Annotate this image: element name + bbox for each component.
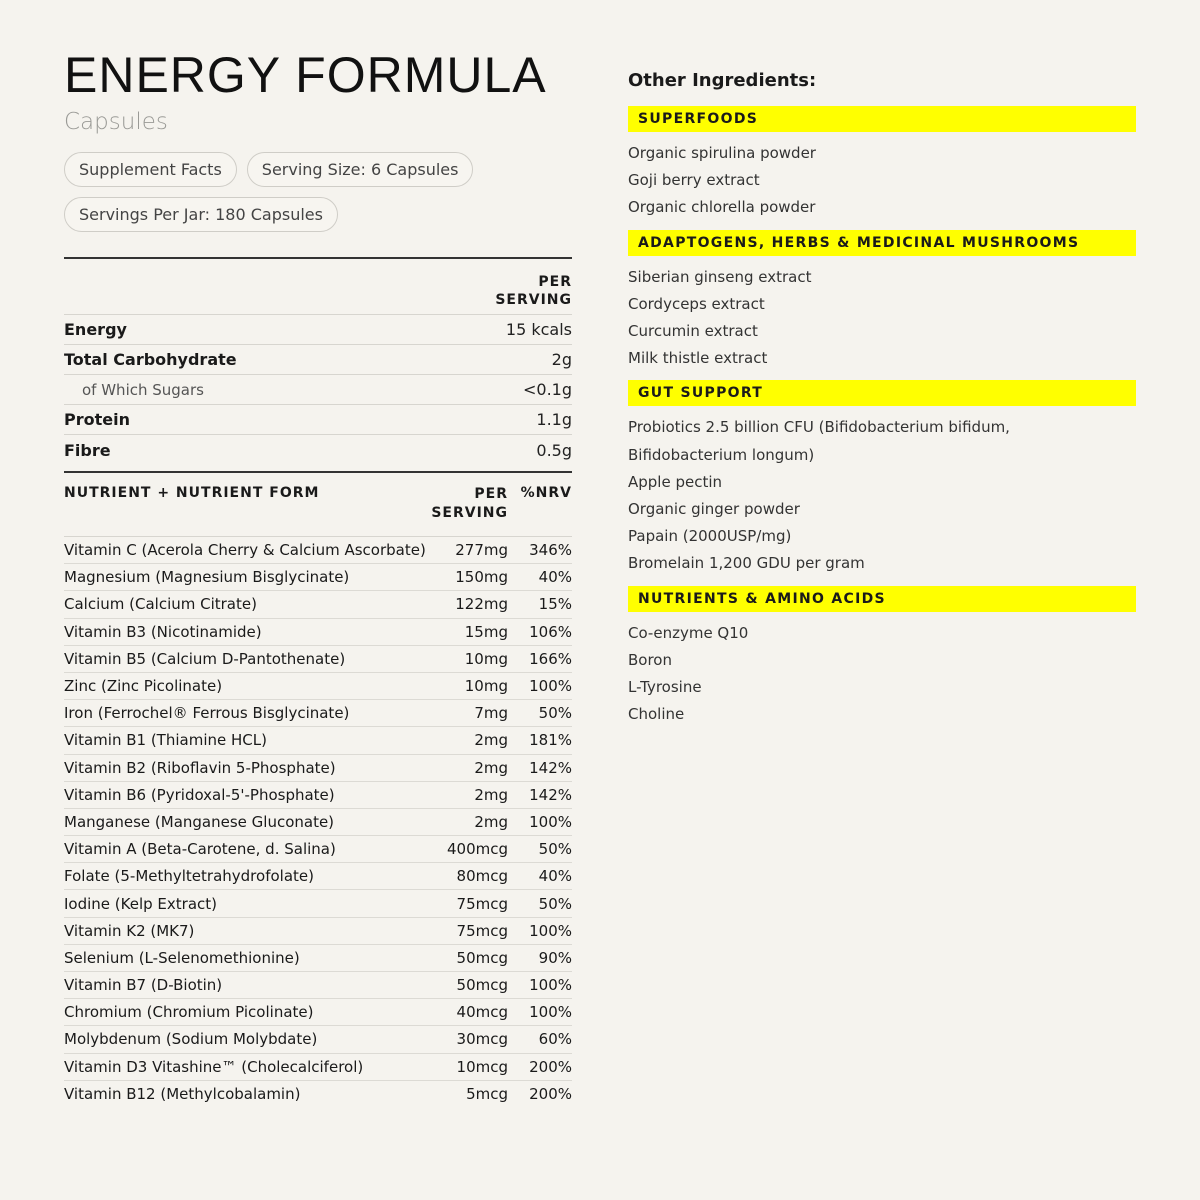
nutrient-amount: 2mg [474,758,508,777]
nutrient-name: Vitamin B12 (Methylcobalamin) [64,1085,301,1104]
nutrient-name: Selenium (L-Selenomethionine) [64,948,300,967]
macro-table [64,257,572,465]
nutrient-amount: 50mcg [456,976,508,995]
nutrient-nrv: 90% [538,948,572,967]
nutrient-nrv: 100% [529,1003,572,1022]
ingredient-category [628,106,1136,222]
nutrient-row [64,673,572,700]
nutrient-row [64,945,572,972]
nutrient-row [64,700,572,727]
nutrient-nrv: 166% [529,649,572,668]
nutrient-row [64,727,572,754]
nutrient-nrv: 60% [538,1030,572,1049]
nutrient-header-nrv: %NRV [520,485,572,501]
ingredient-categories [628,106,1136,728]
nutrient-name: Iodine (Kelp Extract) [64,894,217,913]
nutrient-nrv: 100% [529,812,572,831]
nutrient-amount: 50mcg [456,948,508,967]
nutrient-row [64,755,572,782]
macro-header [64,259,572,315]
nutrient-table [64,471,572,1108]
nutrient-amount: 277mg [455,541,508,560]
nutrient-nrv: 50% [538,840,572,859]
nutrient-amount: 15mg [464,622,508,641]
ingredient-item: Boron [628,650,672,669]
category-heading: GUT SUPPORT [628,380,1136,406]
category-heading: NUTRIENTS & AMINO ACIDS [628,586,1136,612]
ingredient-item: L-Tyrosine [628,678,702,697]
macro-row [64,375,572,405]
product-title: ENERGY FORMULA [64,47,547,103]
nutrient-nrv: 50% [538,894,572,913]
nutrient-row [64,1054,572,1081]
product-subtitle: Capsules [64,109,168,135]
nutrient-amount: 10mg [464,649,508,668]
nutrient-header-name: NUTRIENT + NUTRIENT FORM [64,485,320,501]
macro-row [64,405,572,435]
category-heading: ADAPTOGENS, HERBS & MEDICINAL MUSHROOMS [628,230,1136,256]
nutrient-nrv: 142% [529,785,572,804]
nutrient-name: Magnesium (Magnesium Bisglycinate) [64,568,350,587]
nutrient-nrv: 106% [529,622,572,641]
macro-row [64,435,572,465]
ingredient-item: Goji berry extract [628,171,760,190]
ingredient-category [628,586,1136,729]
nutrient-row [64,619,572,646]
macro-value: 0.5g [536,440,572,460]
nutrient-row [64,1026,572,1053]
nutrient-amount: 2mg [474,812,508,831]
nutrient-name: Calcium (Calcium Citrate) [64,595,257,614]
nutrient-nrv: 50% [538,704,572,723]
nutrient-nrv: 100% [529,976,572,995]
nutrient-row [64,863,572,890]
nutrient-header-per-serving [428,485,508,523]
ingredient-item: Co-enzyme Q10 [628,623,749,642]
nutrient-nrv: 142% [529,758,572,777]
ingredient-item: Organic chlorella powder [628,198,816,217]
header-line: PER [474,486,508,502]
macro-value: 15 kcals [505,320,572,339]
macro-label: Fibre [64,440,111,460]
nutrient-row [64,890,572,917]
ingredient-item: Organic ginger powder [628,500,800,519]
nutrient-name: Vitamin B3 (Nicotinamide) [64,622,262,641]
nutrient-name: Folate (5-Methyltetrahydrofolate) [64,867,314,886]
nutrient-nrv: 100% [529,921,572,940]
nutrient-amount: 10mg [464,677,508,696]
nutrient-amount: 30mcg [456,1030,508,1049]
nutrient-row [64,999,572,1026]
nutrient-name: Molybdenum (Sodium Molybdate) [64,1030,318,1049]
other-ingredients-title: Other Ingredients: [628,70,817,91]
nutrient-amount: 80mcg [456,867,508,886]
macro-label: of Which Sugars [82,380,204,399]
nutrient-name: Manganese (Manganese Gluconate) [64,812,335,831]
nutrient-amount: 2mg [474,731,508,750]
nutrient-amount: 122mg [455,595,508,614]
macro-row [64,345,572,375]
macro-value: 2g [551,350,572,369]
ingredient-item: Choline [628,705,685,724]
nutrient-name: Chromium (Chromium Picolinate) [64,1003,314,1022]
ingredient-item: Organic spirulina powder [628,144,816,162]
nutrient-name: Vitamin B1 (Thiamine HCL) [64,731,267,750]
ingredient-item: Bifidobacterium longum) [628,445,815,464]
nutrient-name: Vitamin D3 Vitashine™ (Cholecalciferol) [64,1057,364,1076]
nutrient-row [64,972,572,999]
nutrient-row [64,836,572,863]
macro-label: Energy [64,320,127,339]
nutrient-nrv: 346% [529,541,572,560]
header-line: SERVING [495,292,572,308]
nutrient-amount: 75mcg [456,894,508,913]
ingredient-category [628,380,1136,577]
nutrient-row [64,782,572,809]
macro-header-per-serving [495,273,572,309]
nutrient-row [64,564,572,591]
header-line: SERVING [431,505,508,521]
ingredient-item: Siberian ginseng extract [628,267,812,286]
category-heading: SUPERFOODS [628,106,1136,132]
nutrient-row [64,591,572,618]
nutrient-name: Vitamin B6 (Pyridoxal-5'-Phosphate) [64,785,335,804]
ingredient-category [628,230,1136,373]
nutrient-name: Vitamin K2 (MK7) [64,921,195,940]
nutrient-amount: 40mcg [456,1003,508,1022]
nutrient-nrv: 181% [529,731,572,750]
nutrient-nrv: 15% [538,595,572,614]
nutrient-nrv: 100% [529,677,572,696]
pill-serving-size: Serving Size: 6 Capsules [247,152,474,187]
nutrient-name: Vitamin B7 (D-Biotin) [64,976,223,995]
ingredient-item: Curcumin extract [628,322,758,341]
pill-supplement-facts: Supplement Facts [64,152,237,187]
nutrient-amount: 10mcg [456,1057,508,1076]
ingredient-item: Cordyceps extract [628,294,765,313]
other-ingredients-panel [628,70,1136,736]
nutrient-amount: 150mg [455,568,508,587]
nutrient-name: Iron (Ferrochel® Ferrous Bisglycinate) [64,704,350,723]
nutrient-amount: 2mg [474,785,508,804]
nutrient-row [64,537,572,564]
nutrient-name: Vitamin C (Acerola Cherry & Calcium Ascorbate) [64,541,426,560]
nutrient-row [64,646,572,673]
macro-row [64,315,572,345]
nutrient-name: Vitamin B2 (Riboflavin 5-Phosphate) [64,758,336,777]
nutrient-name: Vitamin A (Beta-Carotene, d. Salina) [64,840,336,859]
nutrient-nrv: 200% [529,1085,572,1104]
nutrient-amount: 75mcg [456,921,508,940]
nutrient-name: Zinc (Zinc Picolinate) [64,677,223,696]
macro-value: <0.1g [522,380,572,399]
nutrient-row [64,1081,572,1108]
nutrient-row [64,918,572,945]
nutrient-nrv: 40% [538,867,572,886]
nutrient-amount: 7mg [474,704,508,723]
ingredient-item: Bromelain 1,200 GDU per gram [628,554,865,573]
info-pills [64,152,504,232]
nutrient-amount: 400mcg [446,840,508,859]
pill-servings-per-jar: Servings Per Jar: 180 Capsules [64,197,338,232]
macro-label: Total Carbohydrate [64,350,237,369]
nutrient-rows [64,537,572,1108]
nutrient-header [64,473,572,537]
nutrient-row [64,809,572,836]
ingredient-item: Milk thistle extract [628,349,768,368]
macro-value: 1.1g [536,410,572,429]
nutrient-nrv: 200% [529,1057,572,1076]
supplement-facts-panel [64,48,572,1108]
header-line: PER [538,274,572,290]
macro-label: Protein [64,410,130,429]
ingredient-item: Probiotics 2.5 billion CFU (Bifidobacterium bifidum, [628,418,1010,437]
nutrient-name: Vitamin B5 (Calcium D-Pantothenate) [64,649,346,668]
ingredient-item: Papain (2000USP/mg) [628,527,792,546]
nutrient-amount: 5mcg [466,1085,508,1104]
ingredient-item: Apple pectin [628,472,723,491]
nutrient-nrv: 40% [538,568,572,587]
